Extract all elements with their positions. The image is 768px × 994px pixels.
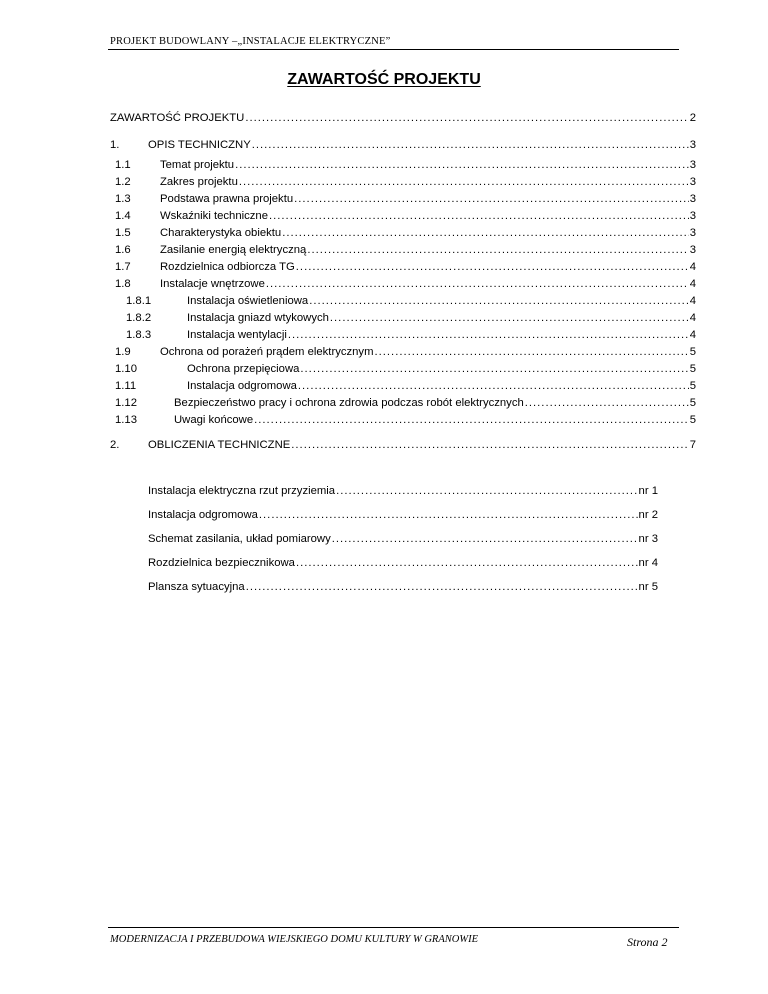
toc-label: Ochrona przepięciowa	[187, 363, 300, 375]
toc-row[interactable]	[110, 363, 696, 379]
toc-number: 1.9	[115, 346, 131, 358]
toc-row[interactable]	[110, 439, 696, 455]
toc-leader-dots	[330, 312, 689, 324]
toc-number: 1.12	[115, 397, 137, 409]
toc-page: 5	[689, 414, 696, 426]
drawing-page: nr 1	[638, 485, 658, 497]
toc-page: 5	[689, 380, 696, 392]
toc-label: Zakres projektu	[160, 176, 238, 188]
toc-label: Ochrona od porażeń prądem elektrycznym	[160, 346, 374, 358]
toc-page: 3	[689, 227, 696, 239]
toc-leader-dots	[294, 193, 689, 205]
toc-label: Instalacja gniazd wtykowych	[187, 312, 329, 324]
page-footer: MODERNIZACJA I PRZEBUDOWA WIEJSKIEGO DOMU KULTURY W GRANOWIE	[110, 934, 478, 945]
drawing-leader-dots	[336, 485, 637, 497]
toc-number: 1.8.3	[126, 329, 152, 341]
toc-label: Instalacje wnętrzowe	[160, 278, 265, 290]
toc-label: Instalacja odgromowa	[187, 380, 297, 392]
toc-row[interactable]	[110, 414, 696, 430]
toc-leader-dots	[300, 363, 688, 375]
toc-leader-dots	[269, 210, 689, 222]
toc-page: 4	[689, 278, 696, 290]
toc-page: 2	[689, 112, 696, 124]
toc-row[interactable]	[110, 397, 696, 413]
toc-label: Bezpieczeństwo pracy i ochrona zdrowia podczas robót elektrycznych	[174, 397, 524, 409]
toc-label: Temat projektu	[160, 159, 235, 171]
toc-label: Wskaźniki techniczne	[160, 210, 268, 222]
toc-number: 1.11	[115, 380, 137, 392]
toc-number: 2.	[110, 439, 120, 451]
drawing-leader-dots	[246, 581, 638, 593]
footer-rule	[108, 927, 679, 928]
toc-page: 3	[689, 210, 696, 222]
toc-leader-dots	[296, 261, 689, 273]
toc-leader-dots	[288, 329, 689, 341]
toc-row[interactable]	[110, 295, 696, 311]
drawing-label: Plansza sytuacyjna	[148, 581, 245, 593]
toc-number: 1.6	[115, 244, 131, 256]
drawing-row[interactable]	[110, 581, 658, 597]
toc-leader-dots	[309, 295, 689, 307]
toc-row[interactable]	[110, 227, 696, 243]
toc-number: 1.8	[115, 278, 131, 290]
toc-page: 4	[689, 295, 696, 307]
toc-row[interactable]	[110, 210, 696, 226]
toc-leader-dots	[235, 159, 689, 171]
toc-page: 4	[689, 329, 696, 341]
drawing-row[interactable]	[110, 485, 658, 501]
toc-label: Uwagi końcowe	[174, 414, 254, 426]
toc-page: 3	[689, 193, 696, 205]
toc-leader-dots	[239, 176, 689, 188]
toc-page: 3	[689, 244, 696, 256]
toc-row[interactable]	[110, 312, 696, 328]
drawing-label: Schemat zasilania, układ pomiarowy	[148, 533, 331, 545]
toc-number: 1.10	[115, 363, 137, 375]
toc-row[interactable]	[110, 176, 696, 192]
toc-label: Podstawa prawna projektu	[160, 193, 294, 205]
toc-leader-dots	[266, 278, 689, 290]
toc-page: 4	[689, 261, 696, 273]
toc-leader-dots	[282, 227, 689, 239]
drawing-page: nr 4	[638, 557, 658, 569]
toc-row[interactable]	[110, 278, 696, 294]
toc-leader-dots	[307, 244, 688, 256]
drawing-leader-dots	[332, 533, 638, 545]
toc-page: 3	[689, 159, 696, 171]
toc-row[interactable]	[110, 139, 696, 155]
drawing-page: nr 5	[638, 581, 658, 593]
toc-number: 1.7	[115, 261, 131, 273]
toc-leader-dots	[375, 346, 689, 358]
drawing-label: Instalacja odgromowa	[148, 509, 258, 521]
toc-row[interactable]	[110, 329, 696, 345]
header-rule	[108, 49, 679, 50]
toc-number: 1.2	[115, 176, 131, 188]
toc-row[interactable]	[110, 244, 696, 260]
drawing-label: Rozdzielnica bezpiecznikowa	[148, 557, 295, 569]
toc-leader-dots	[291, 439, 688, 451]
toc-leader-dots	[525, 397, 689, 409]
toc-number: 1.3	[115, 193, 131, 205]
toc-number: 1.13	[115, 414, 137, 426]
toc-page: 3	[689, 176, 696, 188]
drawing-leader-dots	[259, 509, 638, 521]
toc-number: 1.8.1	[126, 295, 152, 307]
toc-page: 5	[689, 363, 696, 375]
drawing-row[interactable]	[110, 509, 658, 525]
toc-row[interactable]	[110, 112, 696, 128]
drawing-page: nr 3	[638, 533, 658, 545]
toc-row[interactable]	[110, 159, 696, 175]
toc-page: 3	[689, 139, 696, 151]
toc-label: Instalacja oświetleniowa	[187, 295, 309, 307]
page-title	[0, 71, 768, 89]
toc-number: 1.1	[115, 159, 131, 171]
toc-label: Rozdzielnica odbiorcza TG	[160, 261, 295, 273]
toc-leader-dots	[245, 112, 688, 124]
drawing-leader-dots	[296, 557, 638, 569]
toc-page: 4	[689, 312, 696, 324]
toc-label: OBLICZENIA TECHNICZNE	[148, 439, 291, 451]
toc-leader-dots	[252, 139, 689, 151]
toc-label: OPIS TECHNICZNY	[148, 139, 251, 151]
toc-label: ZAWARTOŚĆ PROJEKTU	[110, 112, 245, 124]
toc-page: 5	[689, 397, 696, 409]
toc-leader-dots	[254, 414, 689, 426]
drawing-page: nr 2	[638, 509, 658, 521]
drawing-label: Instalacja elektryczna rzut przyziemia	[148, 485, 336, 497]
toc-page: 5	[689, 346, 696, 358]
toc-page: 7	[689, 439, 696, 451]
toc-number: 1.	[110, 139, 120, 151]
toc-number: 1.4	[115, 210, 131, 222]
toc-row[interactable]	[110, 193, 696, 209]
toc-number: 1.5	[115, 227, 131, 239]
drawing-row[interactable]	[110, 533, 658, 549]
toc-row[interactable]	[110, 380, 696, 396]
drawing-row[interactable]	[110, 557, 658, 573]
toc-number: 1.8.2	[126, 312, 152, 324]
page-title-text: ZAWARTOŚĆ PROJEKTU	[287, 71, 481, 88]
page-header: PROJEKT BUDOWLANY –„INSTALACJE ELEKTRYCZNE”	[110, 36, 391, 47]
toc-row[interactable]	[110, 346, 696, 362]
toc-label: Zasilanie energią elektryczną	[160, 244, 307, 256]
toc-row[interactable]	[110, 261, 696, 277]
toc-leader-dots	[298, 380, 689, 392]
toc-label: Instalacja wentylacji	[187, 329, 287, 341]
page-number: Strona 2	[627, 935, 668, 949]
toc-label: Charakterystyka obiektu	[160, 227, 282, 239]
